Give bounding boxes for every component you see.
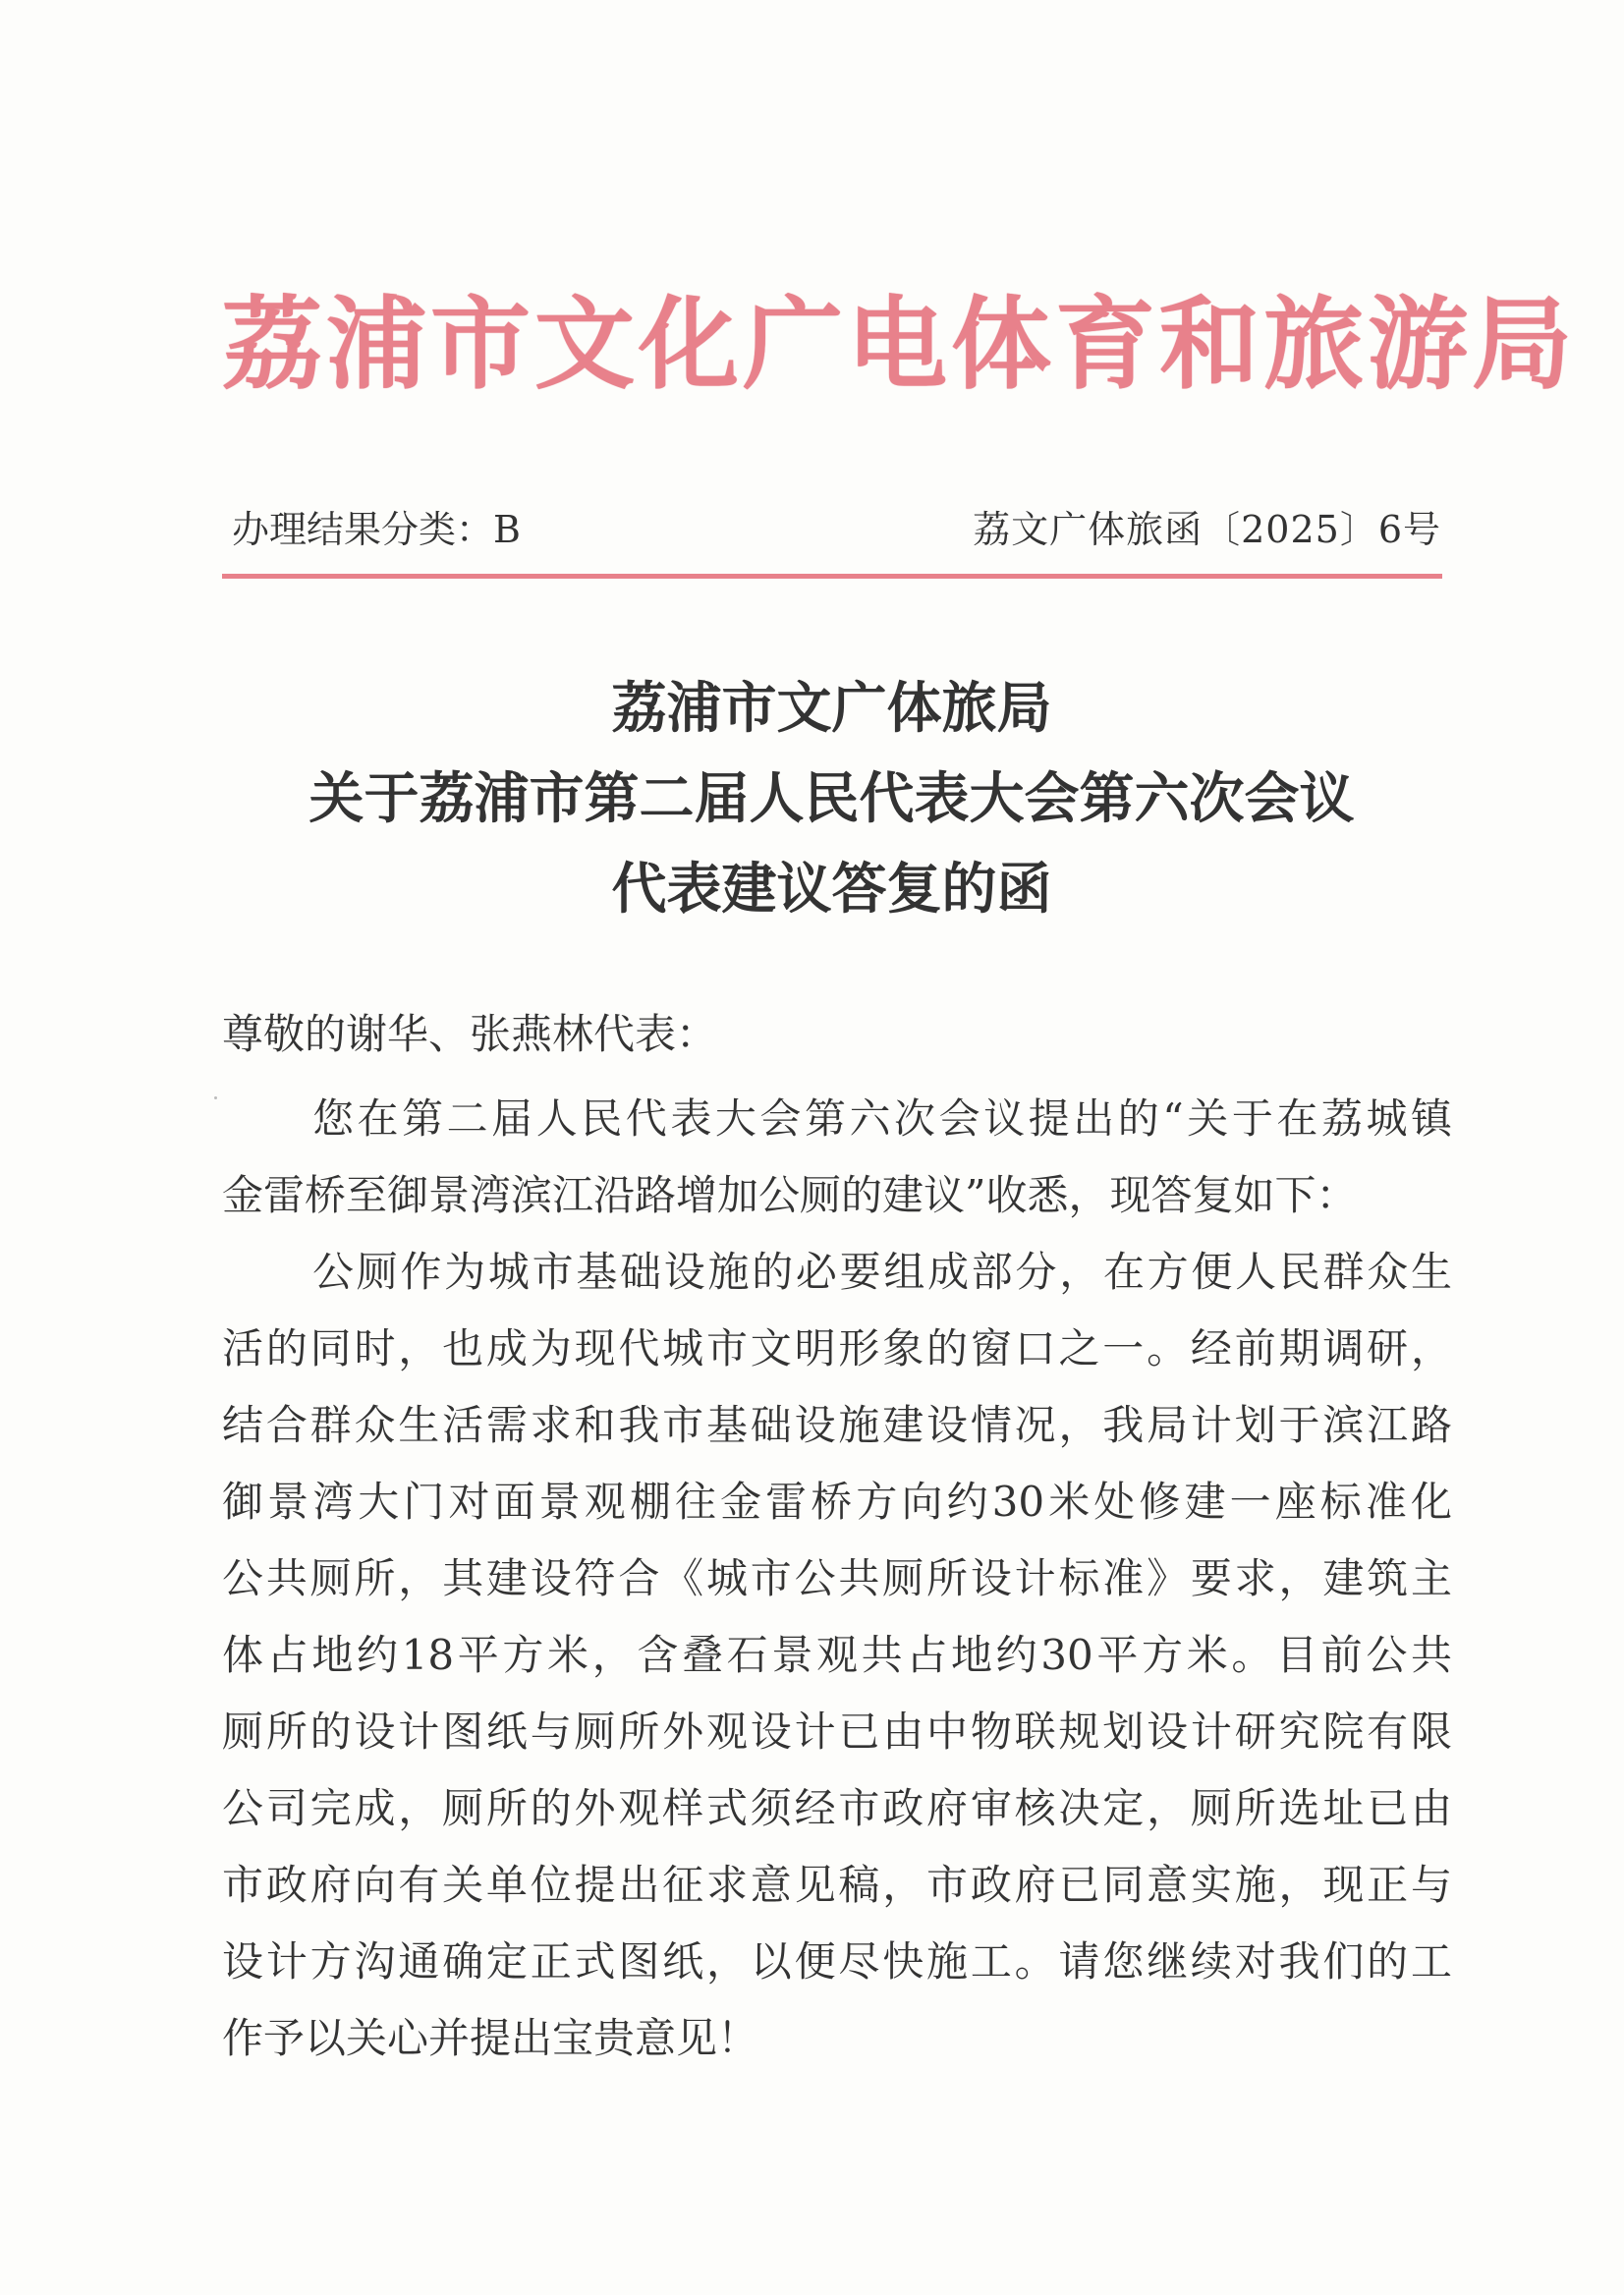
- body-line: 厕所的设计图纸与厕所外观设计已由中物联规划设计研究院有限: [222, 1707, 1452, 1756]
- body-line: 作予以关心并提出宝贵意见！: [222, 2014, 759, 2062]
- paragraph-acknowledgement: [222, 1081, 1452, 1234]
- body-line: 结合群众生活需求和我市基础设施建设情况，我局计划于滨江路: [222, 1401, 1452, 1449]
- body-line: 市政府向有关单位提出征求意见稿，市政府已同意实施，现正与: [222, 1861, 1452, 1909]
- body-line: 体占地约18平方米，含叠石景观共占地约30平方米。目前公共: [222, 1631, 1452, 1679]
- body-line: 设计方沟通确定正式图纸，以便尽快施工。请您继续对我们的工: [222, 1937, 1452, 1986]
- paragraph-reply: [222, 1234, 1452, 2077]
- body-line: 公厕作为城市基础设施的必要组成部分，在方便人民群众生: [312, 1248, 1452, 1296]
- red-divider-line: [222, 574, 1442, 579]
- body-line: 您在第二届人民代表大会第六次会议提出的“关于在荔城镇: [312, 1094, 1452, 1143]
- body-line: 金雷桥至御景湾滨江沿路增加公厕的建议”收悉，现答复如下：: [222, 1171, 1358, 1219]
- title-line: 关于荔浦市第二届人民代表大会第六次会议: [308, 766, 1355, 831]
- title-line: 代表建议答复的函: [611, 857, 1052, 922]
- body-line: 御景湾大门对面景观棚往金雷桥方向约30米处修建一座标准化: [222, 1478, 1452, 1526]
- scan-speck: [214, 1096, 217, 1099]
- title-line: 荔浦市文广体旅局: [611, 676, 1052, 741]
- letter-body: [222, 1081, 1452, 2077]
- salutation: 尊敬的谢华、张燕林代表：: [222, 1010, 718, 1058]
- result-category: 办理结果分类：B: [232, 508, 521, 551]
- document-title: [177, 663, 1486, 934]
- body-line: 公共厕所，其建设符合《城市公共厕所设计标准》要求，建筑主: [222, 1554, 1452, 1602]
- body-line: 公司完成，厕所的外观样式须经市政府审核决定，厕所选址已由: [222, 1784, 1452, 1832]
- letterhead-title: 荔浦市文化广电体育和旅游局: [222, 286, 1576, 404]
- body-line: 活的同时，也成为现代城市文明形象的窗口之一。经前期调研，: [222, 1324, 1452, 1372]
- document-number: 荔文广体旅函〔2025〕6号: [973, 508, 1441, 551]
